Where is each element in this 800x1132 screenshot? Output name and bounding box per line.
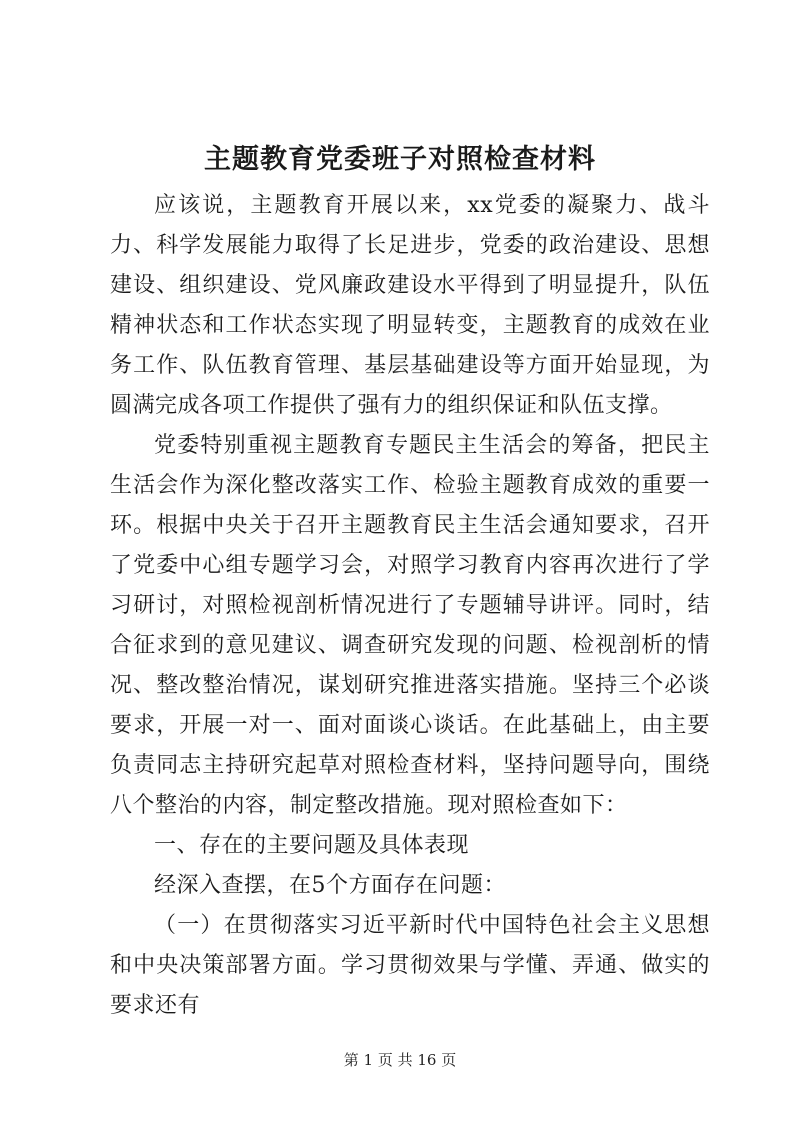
body-paragraph: 应该说，主题教育开展以来，xx党委的凝聚力、战斗力、科学发展能力取得了长足进步，党委的政治建设、思想建设、组织建设、党风廉政建设水平得到了明显提升，队伍精神状态和工作状态实现了明显转变，主题教育的成效在业务工作、队伍教育管理、基层基础建设等方面开始显现，为圆满完成各项工作提供了强有力的组织保证和队伍支撑。: [110, 193, 710, 418]
subsection-paragraph: （一）在贯彻落实习近平新时代中国特色社会主义思想和中央决策部署方面。学习贯彻效果与学懂、弄通、做实的要求还有: [110, 913, 710, 1018]
page-number-footer: 第 1 页 共 16 页: [343, 1051, 457, 1069]
section-heading: 一、存在的主要问题及具体表现: [154, 833, 470, 858]
body-paragraph: 经深入查摆，在5个方面存在问题：: [154, 873, 506, 898]
body-paragraph: 党委特别重视主题教育专题民主生活会的筹备，把民主生活会作为深化整改落实工作、检验主题教育成效的重要一环。根据中央关于召开主题教育民主生活会通知要求，召开了党委中心组专题学习会，对照学习教育内容再次进行了学习研讨，对照检视剖析情况进行了专题辅导讲评。同时，结合征求到的意见建议、调查研究发现的问题、检视剖析的情况、整改整治情况，谋划研究推进落实措施。坚持三个必谈要求，开展一对一、面对面谈心谈话。在此基础上，由主要负责同志主持研究起草对照检查材料，坚持问题导向，围绕八个整治的内容，制定整改措施。现对照检查如下：: [110, 433, 710, 818]
document-body: [110, 186, 710, 1026]
document-title: 主题教育党委班子对照检查材料: [204, 144, 596, 175]
